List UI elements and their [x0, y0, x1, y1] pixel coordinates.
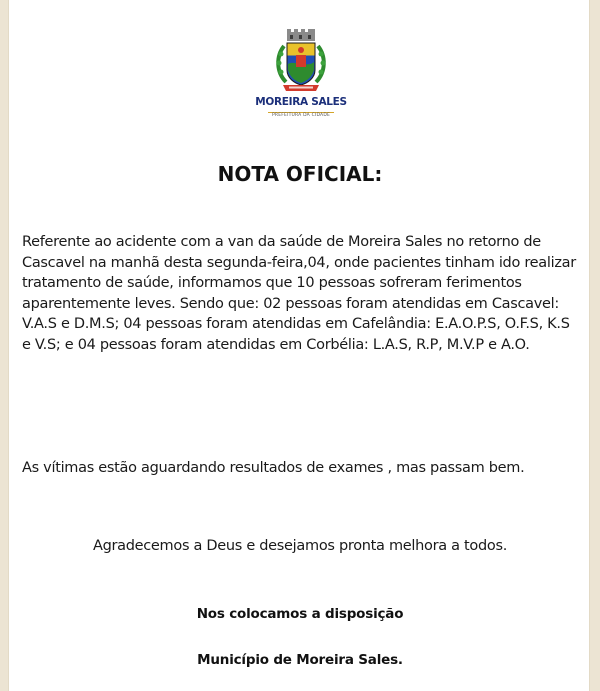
body-paragraph-2: As vítimas estão aguardando resultados de exames , mas passam bem.	[22, 460, 525, 476]
logo-subtitle: PREFEITURA DA CIDADE	[271, 113, 331, 118]
body-paragraph-1: Referente ao acidente com a van da saúde de Moreira Sales no retorno de Cascavel na manhã desta segunda-feira,04, onde pacientes tinham ido realizar tratamento de saúde, informamos que 10 pessoas sofreram ferimentos aparentemente leves. Sendo que: 02 pessoas foram atendidas em Cascavel: V.A.S e D.M.S; 04 pessoas foram atendidas em Cafelândia: E.A.O.P.S, O.F.S, K.S e V.S; e 04 pessoas foram atendidas em Corbélia: L.A.S, R.P, M.V.P e A.O.	[22, 234, 576, 353]
closing-line-1: Nos colocamos a disposição	[196, 606, 404, 622]
body-paragraph-3: Agradecemos a Deus e desejamos pronta melhora a todos.	[92, 538, 508, 554]
municipality-logo	[241, 28, 361, 128]
logo-municipality-name: MOREIRA SALES	[255, 96, 347, 108]
official-note-page	[8, 0, 590, 691]
coat-of-arms-icon	[274, 28, 328, 98]
closing-signature: Município de Moreira Sales.	[197, 652, 403, 668]
page-title: NOTA OFICIAL:	[217, 162, 383, 186]
